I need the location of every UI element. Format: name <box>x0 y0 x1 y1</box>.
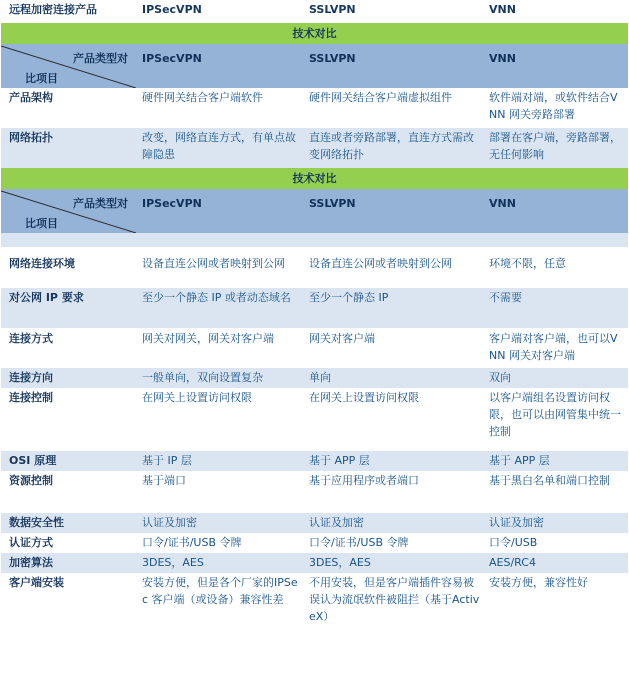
cell-value: 在网关上设置访问权限 <box>309 391 419 404</box>
cell-value: 基于黑白名单和端口控制 <box>489 474 610 487</box>
product-col-3: VNN <box>489 197 516 210</box>
cell-value: 环境不限，任意 <box>489 257 566 270</box>
cell-value: 口令/证书/USB 令牌 <box>309 536 409 549</box>
cell-value: 基于应用程序或者端口 <box>309 474 419 487</box>
cell-value: 设备直连公网或者映射到公网 <box>142 257 285 270</box>
product-col-1: IPSecVPN <box>142 52 202 65</box>
cell-value: 基于 APP 层 <box>309 454 370 467</box>
cell-value: 硬件网关结合客户端软件 <box>142 91 263 104</box>
cell-value: 客户端对客户端，也可以VNN 网关对客户端 <box>489 332 618 362</box>
header-product-2: SSLVPN <box>309 3 356 16</box>
spacer-row <box>1 233 628 247</box>
cell-value: 基于 IP 层 <box>142 454 192 467</box>
section-title: 技术对比 <box>1 23 628 44</box>
corner-cell <box>1 189 136 233</box>
cell-value: 口令/证书/USB 令牌 <box>142 536 242 549</box>
table-row <box>1 451 628 471</box>
corner-bottom-label: 比项目 <box>25 72 58 85</box>
cell-value: 以客户端组名设置访问权限，也可以由网管集中统一控制 <box>489 391 621 438</box>
product-col-1: IPSecVPN <box>142 197 202 210</box>
table-row <box>1 368 628 388</box>
table-row <box>1 247 628 288</box>
table-row <box>1 288 628 328</box>
section-title: 技术对比 <box>1 168 628 189</box>
table-row <box>1 128 628 168</box>
cell-value: 安装方便，但是各个厂家的IPSec 客户端（或设备）兼容性差 <box>142 576 298 606</box>
section-header-row <box>1 189 628 233</box>
row-label: 加密算法 <box>9 556 53 569</box>
cell-value: 网关对客户端 <box>309 332 375 345</box>
cell-value: 不需要 <box>489 291 522 304</box>
cell-value: 基于端口 <box>142 474 186 487</box>
cell-value: 改变，网络直连方式，有单点故障隐患 <box>142 131 296 161</box>
row-label: 产品架构 <box>9 91 53 104</box>
cell-value: 硬件网关结合客户端虚拟组件 <box>309 91 452 104</box>
cell-value: 基于 APP 层 <box>489 454 550 467</box>
cell-value: 设备直连公网或者映射到公网 <box>309 257 452 270</box>
cell-value: 认证及加密 <box>142 516 197 529</box>
product-col-3: VNN <box>489 52 516 65</box>
cell-value: 双向 <box>489 371 511 384</box>
table-row <box>1 471 628 513</box>
comparison-table <box>1 0 628 633</box>
table-row <box>1 533 628 553</box>
row-label: 连接方式 <box>9 332 53 345</box>
product-col-2: SSLVPN <box>309 197 356 210</box>
cell-value: 3DES，AES <box>309 556 371 569</box>
cell-value: 3DES，AES <box>142 556 204 569</box>
row-label: 资源控制 <box>9 474 53 487</box>
cell-value: 安装方便，兼容性好 <box>489 576 588 589</box>
table-row <box>1 88 628 128</box>
row-label: 对公网 IP 要求 <box>9 291 84 304</box>
table-row <box>1 553 628 573</box>
corner-bottom-label: 比项目 <box>25 217 58 230</box>
row-label: OSI 原理 <box>9 454 57 467</box>
corner-top-label: 产品类型对 <box>73 52 128 65</box>
cell-value: 认证及加密 <box>489 516 544 529</box>
cell-value: 不用安装，但是客户端插件容易被误认为流氓软件被阻拦（基于ActiveX） <box>309 576 480 623</box>
cell-value: 部署在客户端，旁路部署，无任何影响 <box>489 131 621 161</box>
row-label: 网络拓扑 <box>9 131 53 144</box>
row-label: 认证方式 <box>9 536 53 549</box>
table-row <box>1 573 628 633</box>
table-row <box>1 513 628 533</box>
cell-value: 在网关上设置访问权限 <box>142 391 252 404</box>
cell-value: 至少一个静态 IP 或者动态域名 <box>142 291 291 304</box>
cell-value: 一般单向，双向设置复杂 <box>142 371 263 384</box>
table-row <box>1 388 628 451</box>
corner-top-label: 产品类型对 <box>73 197 128 210</box>
row-label: 连接方向 <box>9 371 53 384</box>
cell-value: 软件端对端，或软件结合VNN 网关旁路部署 <box>489 91 618 121</box>
cell-value: 单向 <box>309 371 331 384</box>
cell-value: 至少一个静态 IP <box>309 291 389 304</box>
row-label: 客户端安装 <box>9 576 64 589</box>
header-label: 远程加密连接产品 <box>9 3 97 16</box>
cell-value: 直连或者旁路部署，直连方式需改变网络拓扑 <box>309 131 474 161</box>
product-col-2: SSLVPN <box>309 52 356 65</box>
table-row <box>1 328 628 368</box>
header-product-1: IPSecVPN <box>142 3 202 16</box>
cell-value: 认证及加密 <box>309 516 364 529</box>
cell-value: AES/RC4 <box>489 556 536 569</box>
corner-cell <box>1 44 136 88</box>
cell-value: 口令/USB <box>489 536 538 549</box>
cell-value: 网关对网关，网关对客户端 <box>142 332 274 345</box>
table-header-row <box>1 0 628 23</box>
row-label: 数据安全性 <box>9 516 64 529</box>
header-product-3: VNN <box>489 3 516 16</box>
row-label: 网络连接环境 <box>9 257 75 270</box>
row-label: 连接控制 <box>9 391 53 404</box>
section-header-row <box>1 44 628 88</box>
